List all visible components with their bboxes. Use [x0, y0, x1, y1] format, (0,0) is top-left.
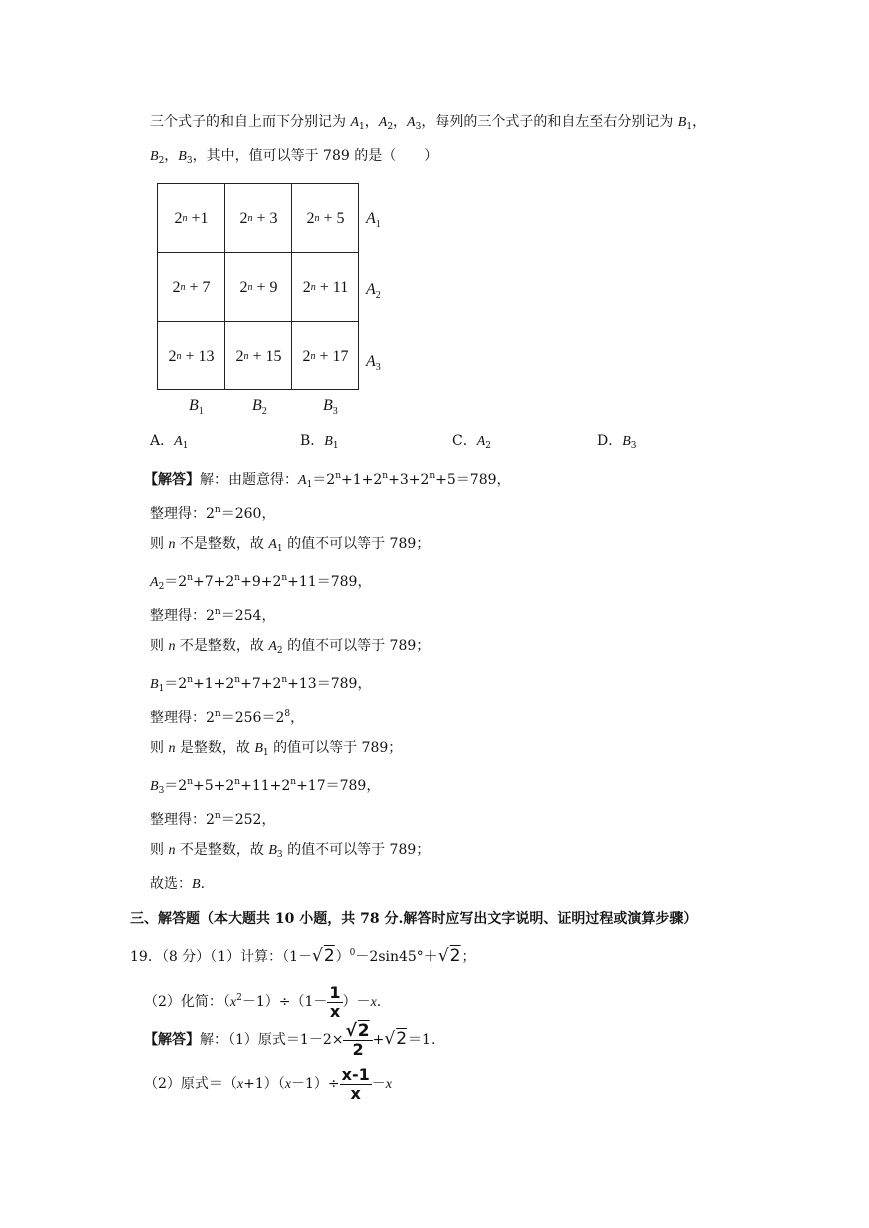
answer-line-9: 则 n 是整数，故 $B_1$ 的值可以等于 789； [150, 740, 403, 758]
grid-cell: 2 n + 3 [239, 209, 278, 227]
answer-line-3: 则 n 不是整数，故 $A_1$ 的值不可以等于 789； [150, 536, 431, 554]
col-label-b1: $B_1$ [189, 397, 204, 417]
answer-line-7: $B_1=2^n+1+2^n+7+2^n+13=789$， [150, 675, 372, 694]
row-label-a3: $A_3$ [366, 353, 381, 373]
expression-grid [157, 183, 359, 390]
option-d: D．$B_3$ [597, 433, 637, 451]
col-label-b2: $B_2$ [252, 397, 267, 417]
section-heading: 三、解答题（本大题共 10 小题，共 78 分.解答时应写出文字说明、证明过程或演算步骤） [130, 911, 698, 927]
row-label-a2: $A_2$ [366, 281, 381, 301]
q19-head: 19．（8 分）（1）计算：$(1-√2)^0-2\sin 45^\circ+√2$； [130, 946, 476, 966]
answer-line-13: 故选：B. [150, 876, 206, 892]
option-a: A．$A_1$ [150, 433, 189, 451]
option-b: B．$B_1$ [300, 433, 339, 451]
grid-cell: 2 n + 17 [302, 347, 349, 365]
answer-line-12: 则 n 不是整数，故 $B_3$ 的值不可以等于 789； [150, 842, 431, 860]
answer-line-8: 整理得：$2^n=256=2^8$， [150, 709, 305, 726]
answer-line-1: 【解答】解：由题意得：$A_1=2^n+1+2^n+3+2^n+5=789$， [144, 471, 511, 490]
answer-line-2: 整理得：$2^n=260$， [150, 505, 276, 522]
q19-part2: （2）化简：$(x^2-1)\div(1-$ $\frac{1}{x}$ ）－x. [144, 982, 382, 1021]
answer-line-4: $A_2=2^n+7+2^n+9+2^n+11=789$， [150, 573, 372, 592]
grid-cell: 2 n + 15 [235, 347, 282, 365]
grid-cell: 2 n + 5 [306, 209, 345, 227]
q19-answer-1: 【解答】解：（1）原式＝1－2× $\frac{√2}{2}$ +√2＝1. [144, 1020, 436, 1059]
intro-line-1: 三个式子的和自上而下分别记为 $A_1$，$A_2$，$A_3$，每列的三个式子的和自左至右分别记为 $B_1$， [150, 114, 707, 132]
option-c: C．$A_2$ [452, 433, 492, 451]
grid-cell: 2 n + 7 [172, 278, 211, 296]
answer-line-10: $B_3=2^n+5+2^n+11+2^n+17=789$， [150, 777, 381, 796]
row-label-a1: $A_1$ [366, 210, 381, 230]
grid-cell: 2 n +1 [174, 209, 209, 227]
grid-cell: 2 n + 13 [168, 347, 215, 365]
answer-line-6: 则 n 不是整数，故 $A_2$ 的值不可以等于 789； [150, 638, 431, 656]
q19-answer-2: （2）原式＝（x+1）（x－1）÷ $\frac{x-1}{x}$ －x [144, 1064, 392, 1103]
grid-cell: 2 n + 11 [302, 278, 349, 296]
col-label-b3: $B_3$ [323, 397, 338, 417]
answer-line-11: 整理得：$2^n=252$， [150, 811, 276, 828]
grid-cell: 2 n + 9 [239, 278, 278, 296]
intro-line-2: $B_2$，$B_3$，其中，值可以等于 789 的是（ ） [150, 148, 439, 166]
answer-line-5: 整理得：$2^n=254$， [150, 607, 276, 624]
